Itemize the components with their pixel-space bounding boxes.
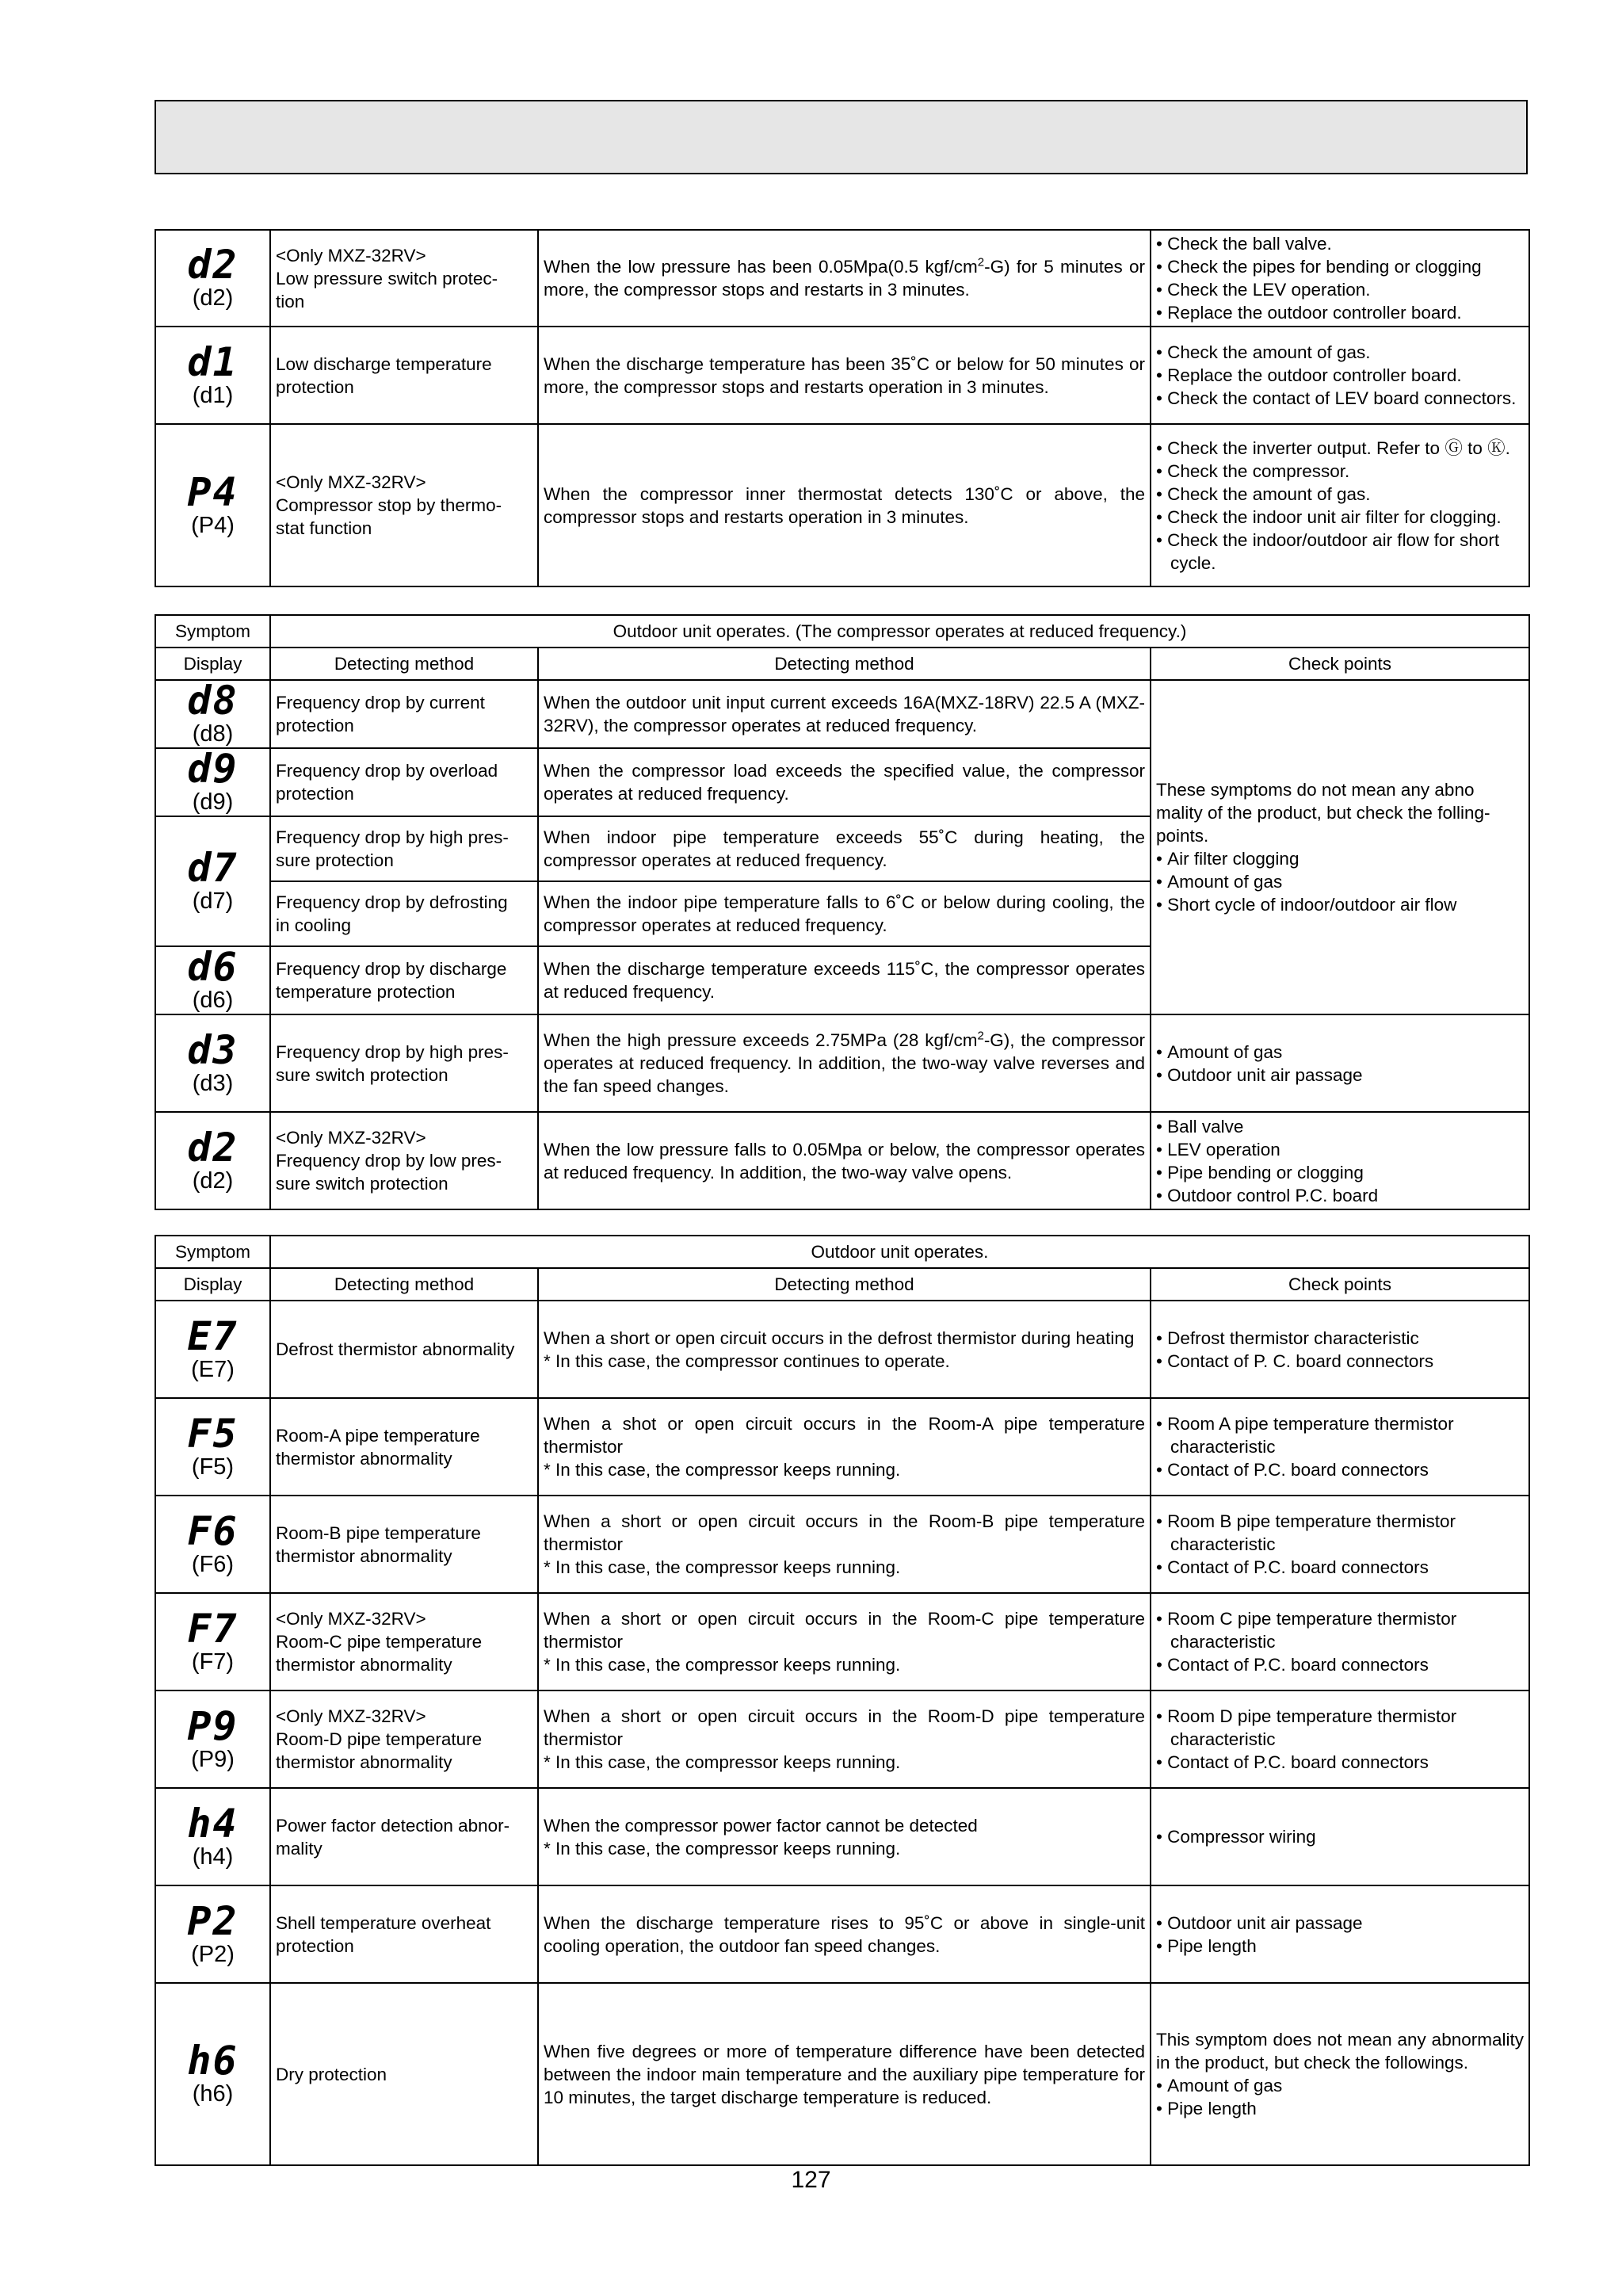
check-item: • Outdoor control P.C. board (1156, 1184, 1524, 1207)
symptom-text: Outdoor unit operates. (The compressor operates at reduced frequency.) (270, 615, 1529, 648)
checkpoints-cell (1151, 1788, 1529, 1885)
check-item: • Amount of gas (1156, 870, 1524, 893)
method-line: sure switch protection (276, 1174, 448, 1194)
segment-display: P2 (187, 1897, 239, 1944)
table-row (155, 1983, 1529, 2165)
display-cell (155, 327, 270, 424)
method-line: Room-B pipe temperature (276, 1522, 481, 1543)
table-row (155, 1496, 1529, 1593)
method-line: stat function (276, 518, 372, 538)
detail-cell: When the compressor load exceeds the specified value, the compressor operates at reduced frequency. (538, 748, 1151, 816)
detail-cell: When five degrees or more of temperature difference have been detected between the indoor main temperature and the auxiliary pipe temperature for 10 minutes, the target discharge temperature is reduced. (538, 1983, 1151, 2165)
table-row (155, 1398, 1529, 1496)
detail-cell: When the indoor pipe temperature falls to 6˚C or below during cooling, the compressor operates at reduced frequency. (538, 881, 1151, 946)
detail-text: -G) for 5 minutes or more, the compressor stops and restarts in 3 minutes. (544, 257, 1145, 300)
detail-note: * In this case, the compressor continues to operate. (544, 1350, 950, 1371)
checkpoints-cell (1151, 230, 1529, 327)
checkpoints-cell (1151, 1496, 1529, 1593)
check-item: • Pipe length (1156, 1935, 1524, 1958)
detail-text: When a short or open circuit occurs in the Room-D pipe temperature thermistor (544, 1706, 1145, 1749)
segment-display: E7 (187, 1312, 239, 1359)
check-note: This symptom does not mean any abnormality in the product, but check the followings. (1156, 2030, 1524, 2073)
check-item: • Contact of P.C. board connectors (1156, 1751, 1524, 1774)
display-code: (d2) (192, 285, 234, 311)
detail-cell: When the low pressure falls to 0.05Mpa or below, the compressor operates at reduced frequency. In addition, the two-way valve opens. (538, 1112, 1151, 1209)
display-code: (d6) (192, 988, 234, 1013)
symptom-label: Symptom (155, 615, 270, 648)
display-cell (155, 1112, 270, 1209)
method-line: Low discharge temperature (276, 353, 492, 374)
detail-cell (538, 1788, 1151, 1885)
segment-display: d8 (187, 678, 239, 724)
display-cell (155, 424, 270, 586)
method-cell (270, 1983, 538, 2165)
method-cell (270, 1885, 538, 1983)
table-row (155, 680, 1529, 748)
segment-display: F6 (187, 1507, 239, 1554)
method-cell (270, 230, 538, 327)
check-item: • Defrost thermistor characteristic (1156, 1327, 1524, 1350)
display-code: (F6) (191, 1551, 235, 1577)
detail-cell: When the discharge temperature exceeds 115˚C, the compressor operates at reduced frequency. (538, 946, 1151, 1014)
display-code: (P4) (191, 512, 235, 538)
detail-cell: When indoor pipe temperature exceeds 55˚C during heating, the compressor operates at reduced frequency. (538, 816, 1151, 881)
header-detecting-method: Detecting method (538, 1268, 1151, 1301)
method-line: Room-C pipe temperature (276, 1632, 483, 1652)
header-check-points: Check points (1151, 1268, 1529, 1301)
check-item: • Contact of P. C. board connectors (1156, 1350, 1524, 1373)
method-line: protection (276, 376, 354, 397)
method-line: <Only MXZ-32RV> (276, 1128, 426, 1148)
method-line: Dry protection (276, 2064, 387, 2084)
checkpoints-cell (1151, 1690, 1529, 1788)
check-item: • Replace the outdoor controller board. (1156, 301, 1524, 324)
detail-note: * In this case, the compressor keeps running. (544, 1838, 901, 1859)
method-line: Defrost thermistor abnormality (276, 1339, 515, 1359)
method-cell (270, 881, 538, 946)
segment-display: d3 (187, 1026, 239, 1073)
table-row (155, 1593, 1529, 1690)
detail-text: When the low pressure has been 0.05Mpa(0.5 kgf/cm (544, 257, 978, 277)
display-cell (155, 816, 270, 946)
check-item: • Check the contact of LEV board connectors. (1156, 387, 1524, 410)
table-row (155, 1301, 1529, 1398)
method-line: mality (276, 1838, 322, 1859)
display-cell (155, 680, 270, 748)
header-detecting-method: Detecting method (270, 648, 538, 680)
section-header-bar (155, 100, 1528, 174)
method-line: Frequency drop by high pres- (276, 827, 509, 847)
method-line: thermistor abnormality (276, 1752, 452, 1772)
check-item: • Pipe bending or clogging (1156, 1161, 1524, 1184)
check-item: • Room B pipe temperature thermistor characteristic (1156, 1510, 1524, 1556)
checkpoints-cell (1151, 424, 1529, 586)
method-line: in cooling (276, 915, 352, 935)
method-line: Frequency drop by high pres- (276, 1041, 509, 1062)
header-display: Display (155, 648, 270, 680)
display-cell (155, 1496, 270, 1593)
error-table-outdoor-operates (155, 1235, 1530, 2166)
table-row (155, 230, 1529, 327)
method-cell (270, 1788, 538, 1885)
detail-cell (538, 1593, 1151, 1690)
display-cell (155, 1885, 270, 1983)
check-item: • Check the pipes for bending or clogging (1156, 255, 1524, 278)
method-cell (270, 748, 538, 816)
method-line: <Only MXZ-32RV> (276, 472, 426, 492)
table-row (155, 1788, 1529, 1885)
segment-display: d2 (187, 242, 239, 288)
symptom-text: Outdoor unit operates. (270, 1236, 1529, 1268)
check-item: • Pipe length (1156, 2097, 1524, 2120)
check-item: • Check the amount of gas. (1156, 341, 1524, 364)
check-item: • Compressor wiring (1156, 1825, 1524, 1848)
detail-text: When a short or open circuit occurs in the defrost thermistor during heating (544, 1328, 1135, 1348)
check-item: • Check the indoor unit air filter for clogging. (1156, 506, 1524, 529)
header-display: Display (155, 1268, 270, 1301)
method-line: protection (276, 784, 354, 804)
method-line: Power factor detection abnor- (276, 1815, 510, 1836)
method-cell (270, 946, 538, 1014)
display-code: (d7) (192, 888, 234, 914)
method-line: thermistor abnormality (276, 1448, 452, 1469)
check-item: • Replace the outdoor controller board. (1156, 364, 1524, 387)
display-code: (h4) (192, 1843, 234, 1870)
method-line: Frequency drop by low pres- (276, 1151, 502, 1171)
display-cell (155, 1983, 270, 2165)
display-cell (155, 230, 270, 327)
display-code: (P2) (191, 1941, 235, 1967)
check-item: • Room D pipe temperature thermistor characteristic (1156, 1705, 1524, 1751)
table-row (155, 1112, 1529, 1209)
method-line: Room-D pipe temperature (276, 1729, 483, 1749)
method-cell (270, 1112, 538, 1209)
detail-text: When the high pressure exceeds 2.75MPa (28 kgf/cm (544, 1030, 978, 1050)
check-item: • LEV operation (1156, 1138, 1524, 1161)
detail-cell (538, 1014, 1151, 1112)
method-line: Frequency drop by defrosting (276, 892, 508, 912)
detail-cell (538, 1690, 1151, 1788)
check-item: • Room A pipe temperature thermistor characteristic (1156, 1412, 1524, 1458)
superscript: 2 (977, 255, 985, 269)
checkpoints-cell (1151, 1112, 1529, 1209)
segment-display: F5 (187, 1410, 239, 1457)
display-code: (d9) (192, 789, 234, 815)
checkpoints-cell (1151, 680, 1529, 1014)
checkpoints-cell (1151, 1593, 1529, 1690)
detail-cell: When the discharge temperature rises to 95˚C or above in single-unit cooling operation, the outdoor fan speed changes. (538, 1885, 1151, 1983)
segment-display: h4 (187, 1800, 239, 1847)
method-cell (270, 1593, 538, 1690)
check-item: • Amount of gas (1156, 2074, 1524, 2097)
header-row (155, 1268, 1529, 1301)
display-cell (155, 748, 270, 816)
detail-cell: When the compressor inner thermostat detects 130˚C or above, the compressor stops and restarts operation in 3 minutes. (538, 424, 1151, 586)
detail-text: When a shot or open circuit occurs in the Room-A pipe temperature thermistor (544, 1414, 1145, 1457)
check-note: These symptoms do not mean any abno mality of the product, but check the folling-points. (1156, 780, 1490, 846)
method-line: tion (276, 291, 305, 311)
method-line: <Only MXZ-32RV> (276, 1706, 426, 1726)
method-cell (270, 1690, 538, 1788)
segment-display: d1 (187, 338, 239, 385)
check-item: • Ball valve (1156, 1115, 1524, 1138)
detail-cell: When the outdoor unit input current exceeds 16A(MXZ-18RV) 22.5 A (MXZ-32RV), the compressor operates at reduced frequency. (538, 680, 1151, 748)
display-cell (155, 1301, 270, 1398)
symptom-label: Symptom (155, 1236, 270, 1268)
table-row (155, 1014, 1529, 1112)
symptom-row (155, 615, 1529, 648)
detail-cell: When the discharge temperature has been 35˚C or below for 50 minutes or more, the compressor stops and restarts operation in 3 minutes. (538, 327, 1151, 424)
method-line: Frequency drop by current (276, 693, 485, 712)
superscript: 2 (977, 1029, 984, 1043)
check-item: • Check the inverter output. Refer to Ⓖ to Ⓚ. (1156, 437, 1524, 460)
method-line: sure switch protection (276, 1064, 448, 1085)
display-code: (d8) (192, 721, 234, 747)
detail-cell (538, 1398, 1151, 1496)
display-code: (P9) (191, 1746, 235, 1772)
check-item: • Room C pipe temperature thermistor characteristic (1156, 1607, 1524, 1653)
checkpoints-cell (1151, 1014, 1529, 1112)
method-line: <Only MXZ-32RV> (276, 245, 426, 266)
check-item: • Amount of gas (1156, 1041, 1524, 1064)
detail-cell (538, 230, 1151, 327)
header-detecting-method: Detecting method (270, 1268, 538, 1301)
method-line: sure protection (276, 850, 394, 870)
display-code: (h6) (192, 2081, 234, 2107)
method-cell (270, 1398, 538, 1496)
check-item: • Check the compressor. (1156, 460, 1524, 483)
segment-display: d7 (187, 845, 239, 891)
display-cell (155, 1398, 270, 1496)
segment-display: h6 (187, 2038, 239, 2084)
detail-note: * In this case, the compressor keeps running. (544, 1557, 901, 1577)
method-line: thermistor abnormality (276, 1545, 452, 1566)
display-cell (155, 1593, 270, 1690)
check-item: • Check the amount of gas. (1156, 483, 1524, 506)
checkpoints-cell (1151, 1983, 1529, 2165)
checkpoints-cell (1151, 1398, 1529, 1496)
method-cell (270, 680, 538, 748)
method-line: Frequency drop by overload (276, 761, 498, 781)
segment-display: d9 (187, 746, 239, 792)
method-line: Compressor stop by thermo- (276, 495, 502, 515)
display-cell (155, 1788, 270, 1885)
segment-display: P9 (187, 1702, 239, 1749)
detail-text: When a short or open circuit occurs in the Room-C pipe temperature thermistor (544, 1609, 1145, 1652)
check-item: • Contact of P.C. board connectors (1156, 1458, 1524, 1481)
display-cell (155, 1014, 270, 1112)
display-cell (155, 1690, 270, 1788)
table-row (155, 424, 1529, 586)
page-number: 127 (791, 2167, 831, 2193)
method-line: Low pressure switch protec- (276, 268, 498, 288)
display-code: (d3) (192, 1070, 234, 1096)
detail-text: -G), the compressor operates at reduced frequency. In addition, the two-way valve reverses and the fan speed changes. (544, 1030, 1145, 1096)
method-cell (270, 816, 538, 881)
detail-text: When the compressor power factor cannot be detected (544, 1815, 978, 1836)
display-code: (F7) (191, 1648, 235, 1675)
symptom-row (155, 1236, 1529, 1268)
check-item: • Check the LEV operation. (1156, 278, 1524, 301)
display-code: (F5) (191, 1454, 235, 1480)
detail-note: * In this case, the compressor keeps running. (544, 1655, 901, 1675)
segment-display: d2 (187, 1124, 239, 1171)
check-item: • Check the indoor/outdoor air flow for short cycle. (1156, 529, 1524, 575)
segment-display: F7 (187, 1605, 239, 1652)
display-code: (d2) (192, 1167, 234, 1194)
display-cell (155, 946, 270, 1014)
check-item: • Check the ball valve. (1156, 232, 1524, 255)
detail-text: When a short or open circuit occurs in the Room-B pipe temperature thermistor (544, 1511, 1145, 1554)
check-item: • Contact of P.C. board connectors (1156, 1556, 1524, 1579)
display-code: (d1) (192, 382, 234, 408)
checkpoints-cell (1151, 1885, 1529, 1983)
checkpoints-cell (1151, 327, 1529, 424)
header-detecting-method: Detecting method (538, 648, 1151, 680)
check-item: • Air filter clogging (1156, 847, 1524, 870)
check-item: • Short cycle of indoor/outdoor air flow (1156, 893, 1524, 916)
method-line: <Only MXZ-32RV> (276, 1609, 426, 1629)
method-cell (270, 1301, 538, 1398)
method-cell (270, 1014, 538, 1112)
detail-note: * In this case, the compressor keeps running. (544, 1460, 901, 1480)
table-row (155, 327, 1529, 424)
detail-note: * In this case, the compressor keeps running. (544, 1752, 901, 1772)
method-cell (270, 1496, 538, 1593)
check-item: • Outdoor unit air passage (1156, 1912, 1524, 1935)
method-line: Shell temperature overheat (276, 1912, 491, 1933)
method-line: thermistor abnormality (276, 1655, 452, 1675)
method-cell (270, 424, 538, 586)
display-code: (E7) (191, 1356, 235, 1382)
check-item: • Contact of P.C. board connectors (1156, 1653, 1524, 1676)
method-line: protection (276, 716, 354, 735)
method-line: protection (276, 1935, 354, 1956)
segment-display: d6 (187, 944, 239, 990)
header-row (155, 648, 1529, 680)
detail-cell (538, 1301, 1151, 1398)
method-line: Room-A pipe temperature (276, 1425, 480, 1446)
method-line: Frequency drop by discharge (276, 959, 507, 979)
method-line: temperature protection (276, 982, 456, 1002)
error-table-reduced-frequency (155, 614, 1530, 1210)
method-cell (270, 327, 538, 424)
error-table-stop (155, 229, 1530, 587)
table-row (155, 1885, 1529, 1983)
detail-cell (538, 1496, 1151, 1593)
header-check-points: Check points (1151, 648, 1529, 680)
checkpoints-cell (1151, 1301, 1529, 1398)
check-item: • Outdoor unit air passage (1156, 1064, 1524, 1087)
segment-display: P4 (187, 468, 239, 515)
table-row (155, 1690, 1529, 1788)
